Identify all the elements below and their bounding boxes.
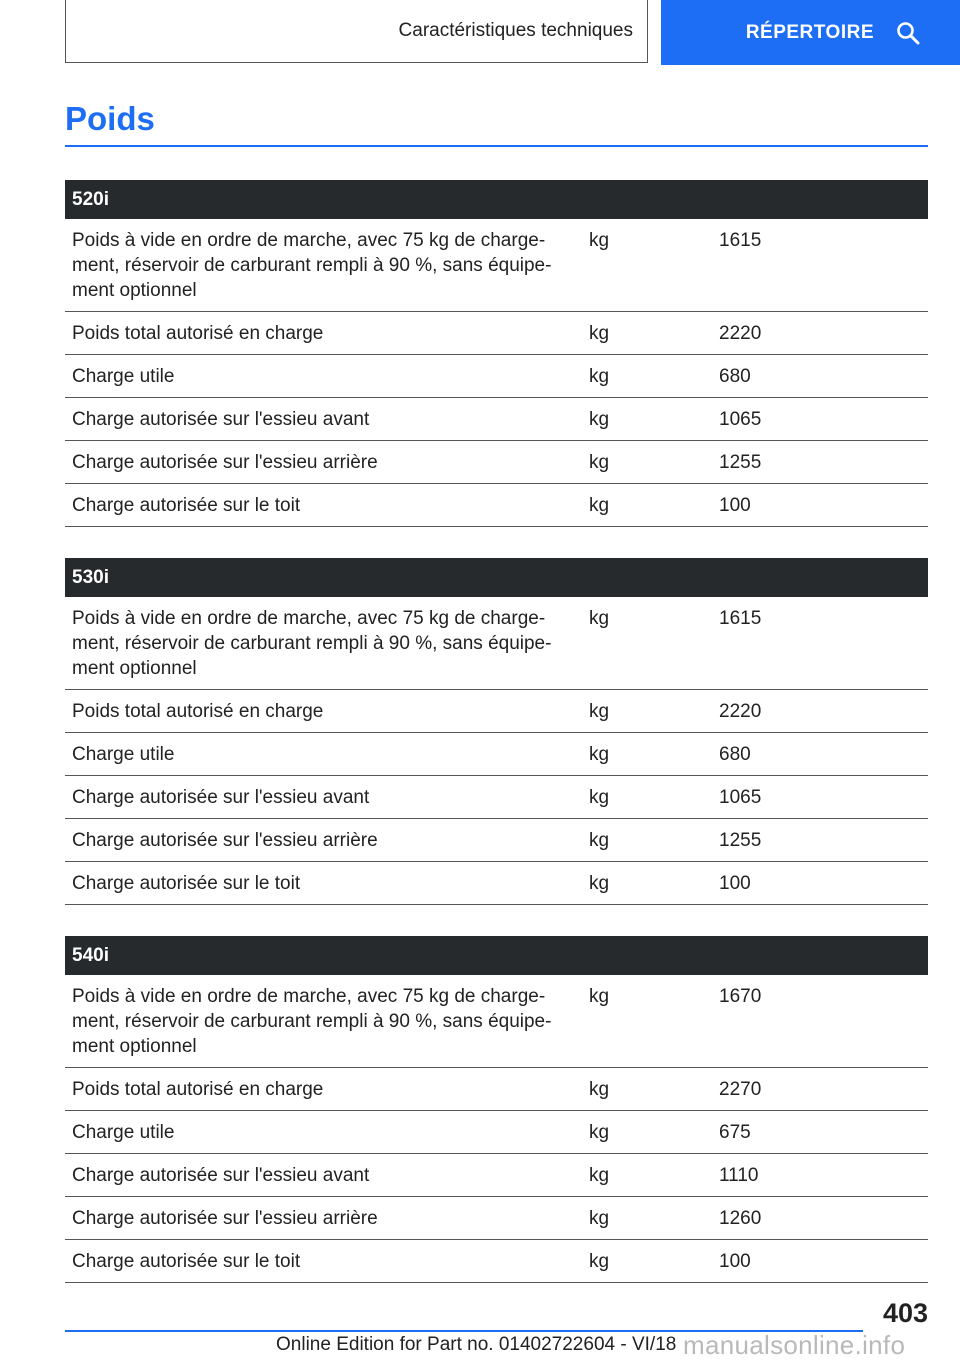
- table-row: [65, 484, 928, 527]
- spec-value: 1260: [712, 1197, 928, 1240]
- table-row: [65, 862, 928, 905]
- weight-table: [65, 558, 928, 905]
- search-icon: [896, 21, 920, 45]
- page-number: 403: [882, 1298, 928, 1328]
- spec-value: 1615: [712, 597, 928, 690]
- spec-value: 1065: [712, 398, 928, 441]
- table-row: [65, 355, 928, 398]
- spec-label: Poids total autorisé en charge: [65, 1068, 582, 1111]
- spec-value: 680: [712, 355, 928, 398]
- table-row: [65, 776, 928, 819]
- spec-label: Charge autorisée sur l'essieu arrière: [65, 441, 582, 484]
- spec-value: 680: [712, 733, 928, 776]
- spec-unit: kg: [582, 819, 712, 862]
- spec-unit: kg: [582, 1197, 712, 1240]
- spec-unit: kg: [582, 312, 712, 355]
- spec-value: 100: [712, 862, 928, 905]
- spec-unit: kg: [582, 484, 712, 527]
- chapter-tab[interactable]: [65, 0, 648, 63]
- watermark: manualsonline.info: [683, 1330, 906, 1360]
- spec-value: 675: [712, 1111, 928, 1154]
- table-row: [65, 312, 928, 355]
- spec-value: 2220: [712, 312, 928, 355]
- spec-label: Poids total autorisé en charge: [65, 690, 582, 733]
- spec-unit: kg: [582, 1068, 712, 1111]
- table-row: [65, 219, 928, 312]
- spec-label: Charge utile: [65, 1111, 582, 1154]
- spec-label: Charge utile: [65, 355, 582, 398]
- spec-value: 2270: [712, 1068, 928, 1111]
- spec-label: Poids à vide en ordre de marche, avec 75 kg de charge- ment, réservoir de carburant rempli à 90 %, sans équipe- ment optionnel: [65, 975, 582, 1068]
- spec-unit: kg: [582, 733, 712, 776]
- spec-unit: kg: [582, 597, 712, 690]
- spec-unit: kg: [582, 776, 712, 819]
- spec-value: 1615: [712, 219, 928, 312]
- spec-label: Charge autorisée sur le toit: [65, 1240, 582, 1283]
- spec-label: Charge autorisée sur l'essieu avant: [65, 398, 582, 441]
- table-row: [65, 1154, 928, 1197]
- table-row: [65, 819, 928, 862]
- spec-unit: kg: [582, 1154, 712, 1197]
- table-row: [65, 690, 928, 733]
- table-row: [65, 975, 928, 1068]
- spec-label: Charge autorisée sur le toit: [65, 862, 582, 905]
- spec-unit: kg: [582, 862, 712, 905]
- spec-label: Charge autorisée sur l'essieu arrière: [65, 819, 582, 862]
- table-row: [65, 1111, 928, 1154]
- spec-value: 1065: [712, 776, 928, 819]
- index-tab[interactable]: [661, 0, 960, 65]
- chapter-tab-label: Caractéristiques techniques: [398, 20, 633, 41]
- spec-unit: kg: [582, 975, 712, 1068]
- index-tab-label: RÉPERTOIRE: [745, 21, 874, 43]
- table-row: [65, 733, 928, 776]
- model-heading: 530i: [65, 558, 928, 597]
- table-row: [65, 441, 928, 484]
- spec-value: 2220: [712, 690, 928, 733]
- table-row: [65, 1197, 928, 1240]
- page-title: Poids: [65, 100, 155, 137]
- spec-unit: kg: [582, 219, 712, 312]
- spec-value: 100: [712, 484, 928, 527]
- spec-label: Poids à vide en ordre de marche, avec 75 kg de charge- ment, réservoir de carburant rempli à 90 %, sans équipe- ment optionnel: [65, 219, 582, 312]
- spec-unit: kg: [582, 1111, 712, 1154]
- spec-label: Poids total autorisé en charge: [65, 312, 582, 355]
- spec-value: 1670: [712, 975, 928, 1068]
- spec-label: Charge autorisée sur le toit: [65, 484, 582, 527]
- weight-table: [65, 180, 928, 527]
- spec-label: Charge utile: [65, 733, 582, 776]
- table-row: [65, 1240, 928, 1283]
- weight-table: [65, 936, 928, 1283]
- spec-unit: kg: [582, 441, 712, 484]
- spec-unit: kg: [582, 690, 712, 733]
- spec-unit: kg: [582, 1240, 712, 1283]
- spec-label: Charge autorisée sur l'essieu avant: [65, 1154, 582, 1197]
- spec-label: Poids à vide en ordre de marche, avec 75 kg de charge- ment, réservoir de carburant rempli à 90 %, sans équipe- ment optionnel: [65, 597, 582, 690]
- table-row: [65, 398, 928, 441]
- spec-label: Charge autorisée sur l'essieu arrière: [65, 1197, 582, 1240]
- spec-value: 100: [712, 1240, 928, 1283]
- spec-value: 1110: [712, 1154, 928, 1197]
- model-heading: 520i: [65, 180, 928, 219]
- spec-value: 1255: [712, 441, 928, 484]
- edition-note: Online Edition for Part no. 01402722604 - VI/18: [276, 1334, 677, 1355]
- model-heading: 540i: [65, 936, 928, 975]
- title-divider: [65, 145, 928, 147]
- spec-label: Charge autorisée sur l'essieu avant: [65, 776, 582, 819]
- spec-unit: kg: [582, 398, 712, 441]
- spec-value: 1255: [712, 819, 928, 862]
- table-row: [65, 1068, 928, 1111]
- spec-unit: kg: [582, 355, 712, 398]
- table-row: [65, 597, 928, 690]
- weights-tables: [65, 180, 928, 1314]
